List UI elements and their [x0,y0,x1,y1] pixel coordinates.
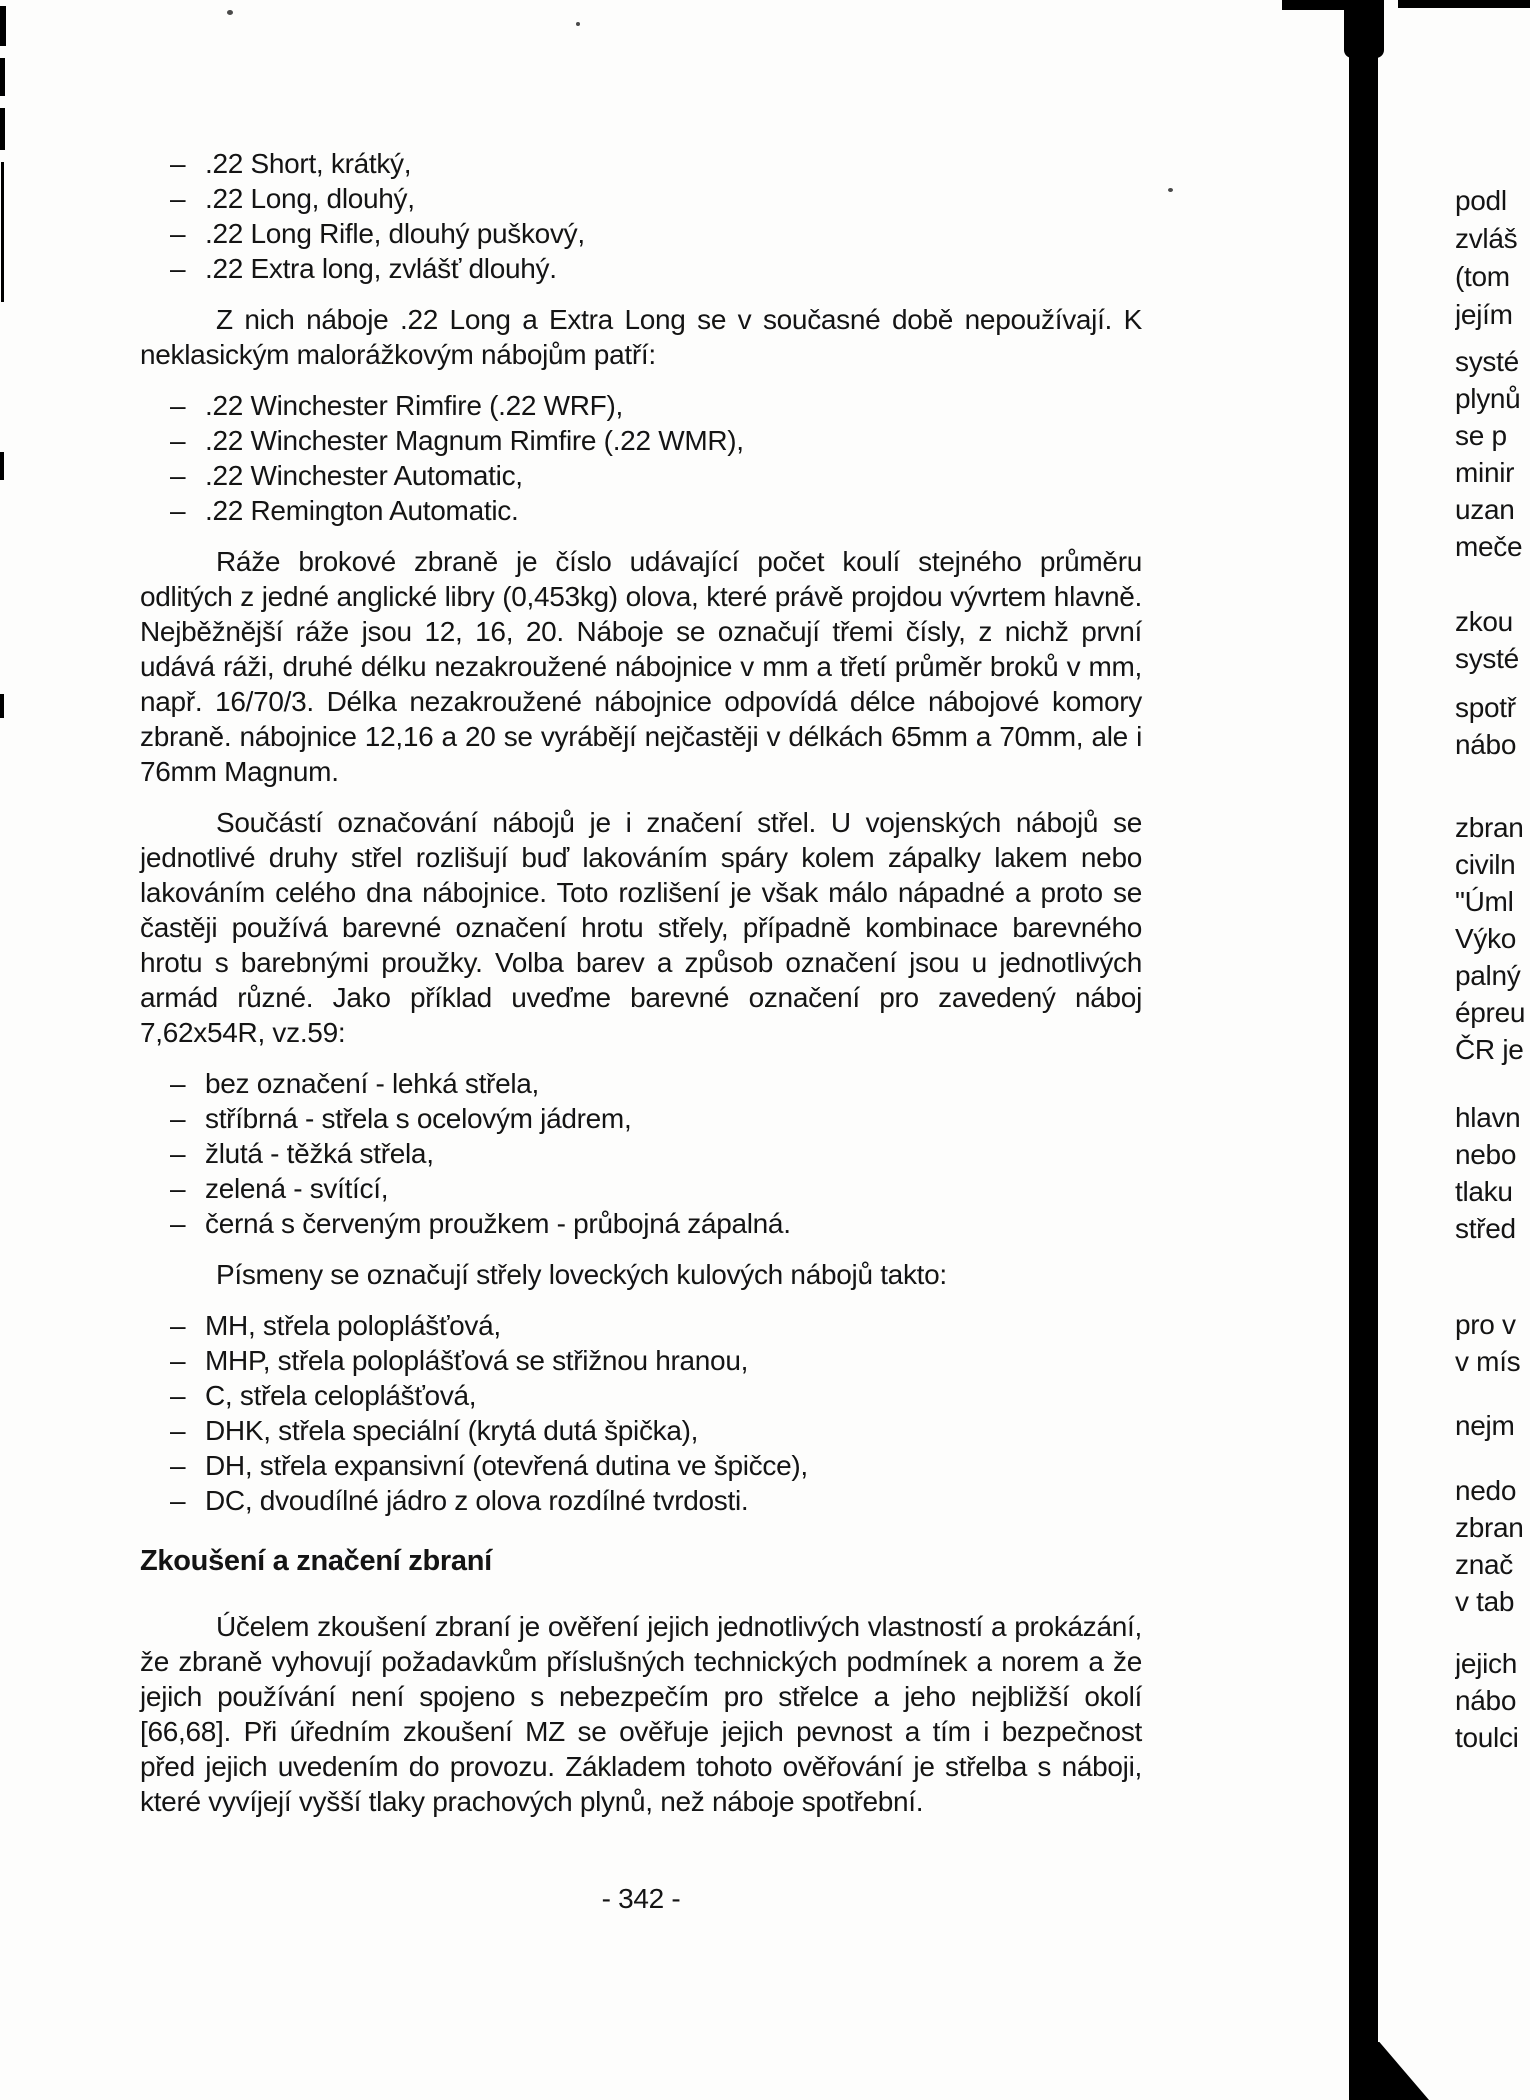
list-item-text: MH, střela poloplášťová, [205,1310,501,1341]
list-item-text: .22 Remington Automatic. [205,495,519,526]
bullet-list-rimfire-types [140,146,1142,286]
list-item-text: .22 Long Rifle, dlouhý puškový, [205,218,585,249]
scan-edge-artifact-top-left [1282,0,1378,10]
list-item [140,1066,1142,1101]
list-item [140,1101,1142,1136]
paragraph-bullet-marking: Součástí označování nábojů je i značení střel. U vojenských nábojů se jednotlivé druhy střel rozlišují buď lakováním spáry kolem zápalky lakem nebo lakováním celého dna nábojnice. Toto rozlišení je však málo nápadné a proto se častěji používá barevné označení hrotu střely, případně kombinace barevného hrotu s barebnými proužky. Volba barev a způsob označení jsou u jednotlivých armád různé. Jako příklad uveďme barevné označení pro zavedený náboj 7,62x54R, vz.59: [140,807,1142,1048]
page-number: - 342 - [601,1883,681,1914]
bullet-list-nonclassic-cartridges [140,388,1142,528]
list-item [140,1343,1142,1378]
list-item [140,1413,1142,1448]
list-item [140,146,1142,181]
list-item [140,181,1142,216]
paragraph-rimfire-note: Z nich náboje .22 Long a Extra Long se v současné době nepoužívají. K neklasickým malorážkovým nábojům patří: [140,304,1142,370]
adjacent-page-text-fragment: v mís [1455,1346,1521,1377]
adjacent-page-text-fragment: palný [1455,960,1521,991]
list-item-text: stříbrná - střela s ocelovým jádrem, [205,1103,632,1134]
scan-artifact-left-edge [0,108,5,150]
adjacent-page-text-fragment: (tom [1455,261,1510,292]
adjacent-page-text-fragment: zbran [1455,1512,1524,1543]
scan-speck [227,10,233,15]
list-item-text: MHP, střela poloplášťová se střižnou hranou, [205,1345,749,1376]
scan-artifact-left-edge [0,6,6,46]
bullet-list-letter-codes [140,1308,1142,1518]
adjacent-page-text-fragment: spotř [1455,692,1516,723]
scan-artifact-left-edge [1,162,4,302]
adjacent-page-text-fragment: toulci [1455,1722,1519,1753]
list-item-text: .22 Extra long, zvlášť dlouhý. [205,253,557,284]
adjacent-page-text-fragment: uzan [1455,494,1515,525]
adjacent-page-text-fragment: systé [1455,346,1519,377]
adjacent-page-text-fragment: ČR je [1455,1034,1524,1065]
scan-artifact-left-edge [0,694,4,718]
adjacent-page-text-column [1455,0,1530,2100]
adjacent-page-text-fragment: zkou [1455,606,1513,637]
adjacent-page-text-fragment: systé [1455,643,1519,674]
list-item-text: DC, dvoudílné jádro z olova rozdílné tvrdosti. [205,1485,749,1516]
paragraph-weapon-testing: Účelem zkoušení zbraní je ověření jejich jednotlivých vlastností a prokázání, že zbraně vyhovují požadavkům příslušných technických podmínek a norem a že jejich používání není spojeno s nebezpečím pro střelce a jeho nejbližší okolí [66,68]. Při úředním zkoušení MZ se ověřuje jejich pevnost a tím i bezpečnost před jejich uvedením do provozu. Základem tohoto ověřování je střelba s náboji, které vyvíjejí vyšší tlaky prachových plynů, než náboje spotřební. [140,1611,1142,1817]
adjacent-page-text-fragment: nábo [1455,1685,1517,1716]
scan-artifact-left-edge [0,58,5,96]
book-spine-bar [1349,0,1378,2100]
adjacent-page-text-fragment: hlavn [1455,1102,1521,1133]
adjacent-page-text-fragment: znač [1455,1549,1513,1580]
list-item [140,216,1142,251]
list-item-text: DHK, střela speciální (krytá dutá špička), [205,1415,699,1446]
adjacent-page-text-fragment: jejím [1455,299,1513,330]
book-spine-bottom-blob [1349,2042,1429,2100]
adjacent-page-text-fragment: podl [1455,185,1507,216]
scan-edge-artifact-top-right [1398,0,1530,8]
list-item [140,1483,1142,1518]
list-item [140,1171,1142,1206]
list-item-text: zelená - svítící, [205,1173,389,1204]
scan-speck [576,22,580,26]
list-item [140,1206,1142,1241]
adjacent-page-text-fragment: zvláš [1455,223,1518,254]
adjacent-page-text-fragment: tlaku [1455,1176,1513,1207]
adjacent-page-text-fragment: nejm [1455,1410,1515,1441]
paragraph-shotgun-gauge: Ráže brokové zbraně je číslo udávající počet koulí stejného průměru odlitých z jedné anglické libry (0,453kg) olova, které právě projdou vývrtem hlavně. Nejběžnější ráže jsou 12, 16, 20. Náboje se označují třemi čísly, z nichž první udává ráži, druhé délku nezakroužené nábojnice v mm a třetí průměr broků v mm, např. 16/70/3. Délka nezakroužené nábojnice odpovídá délce nábojové komory zbraně. nábojnice 12,16 a 20 se vyrábějí nejčastěji v délkách 65mm a 70mm, ale i 76mm Magnum. [140,546,1142,787]
adjacent-page-text-fragment: pro v [1455,1309,1516,1340]
adjacent-page-text-fragment: nábo [1455,729,1517,760]
adjacent-page-text-fragment: nebo [1455,1139,1517,1170]
adjacent-page-text-fragment: Výko [1455,923,1517,954]
list-item [140,388,1142,423]
list-item [140,458,1142,493]
bullet-list-color-codes [140,1066,1142,1241]
section-heading: Zkoušení a značení zbraní [140,1545,492,1577]
scan-artifact-left-edge [0,452,4,480]
list-item-text: .22 Long, dlouhý, [205,183,415,214]
adjacent-page-text-fragment: civiln [1455,849,1516,880]
list-item [140,1136,1142,1171]
list-item [140,423,1142,458]
adjacent-page-text-fragment: jejich [1455,1648,1518,1679]
list-item [140,493,1142,528]
list-item [140,1448,1142,1483]
list-item-text: .22 Short, krátký, [205,148,412,179]
adjacent-page-text-fragment: se p [1455,420,1507,451]
adjacent-page-text-fragment: meče [1455,531,1523,562]
paragraph-letter-codes-intro: Písmeny se označují střely loveckých kulových nábojů takto: [216,1259,947,1290]
adjacent-page-text-fragment: zbran [1455,812,1524,843]
list-item [140,251,1142,286]
list-item-text: DH, střela expansivní (otevřená dutina ve špičce), [205,1450,808,1481]
main-text-column [140,146,1142,1916]
list-item-text: .22 Winchester Rimfire (.22 WRF), [205,390,623,421]
scan-speck [1168,188,1173,192]
list-item-text: černá s červeným proužkem - průbojná zápalná. [205,1208,791,1239]
adjacent-page-text-fragment: "Úml [1455,886,1514,917]
adjacent-page-text-fragment: minir [1455,457,1515,488]
list-item-text: žlutá - těžká střela, [205,1138,434,1169]
adjacent-page-text-fragment: v tab [1455,1586,1515,1617]
adjacent-page-text-fragment: střed [1455,1213,1516,1244]
list-item-text: C, střela celoplášťová, [205,1380,477,1411]
adjacent-page-text-fragment: plynů [1455,383,1521,414]
list-item [140,1308,1142,1343]
list-item-text: .22 Winchester Automatic, [205,460,523,491]
list-item-text: bez označení - lehká střela, [205,1068,540,1099]
list-item [140,1378,1142,1413]
adjacent-page-text-fragment: nedo [1455,1475,1517,1506]
adjacent-page-text-fragment: épreu [1455,997,1526,1028]
list-item-text: .22 Winchester Magnum Rimfire (.22 WMR), [205,425,744,456]
